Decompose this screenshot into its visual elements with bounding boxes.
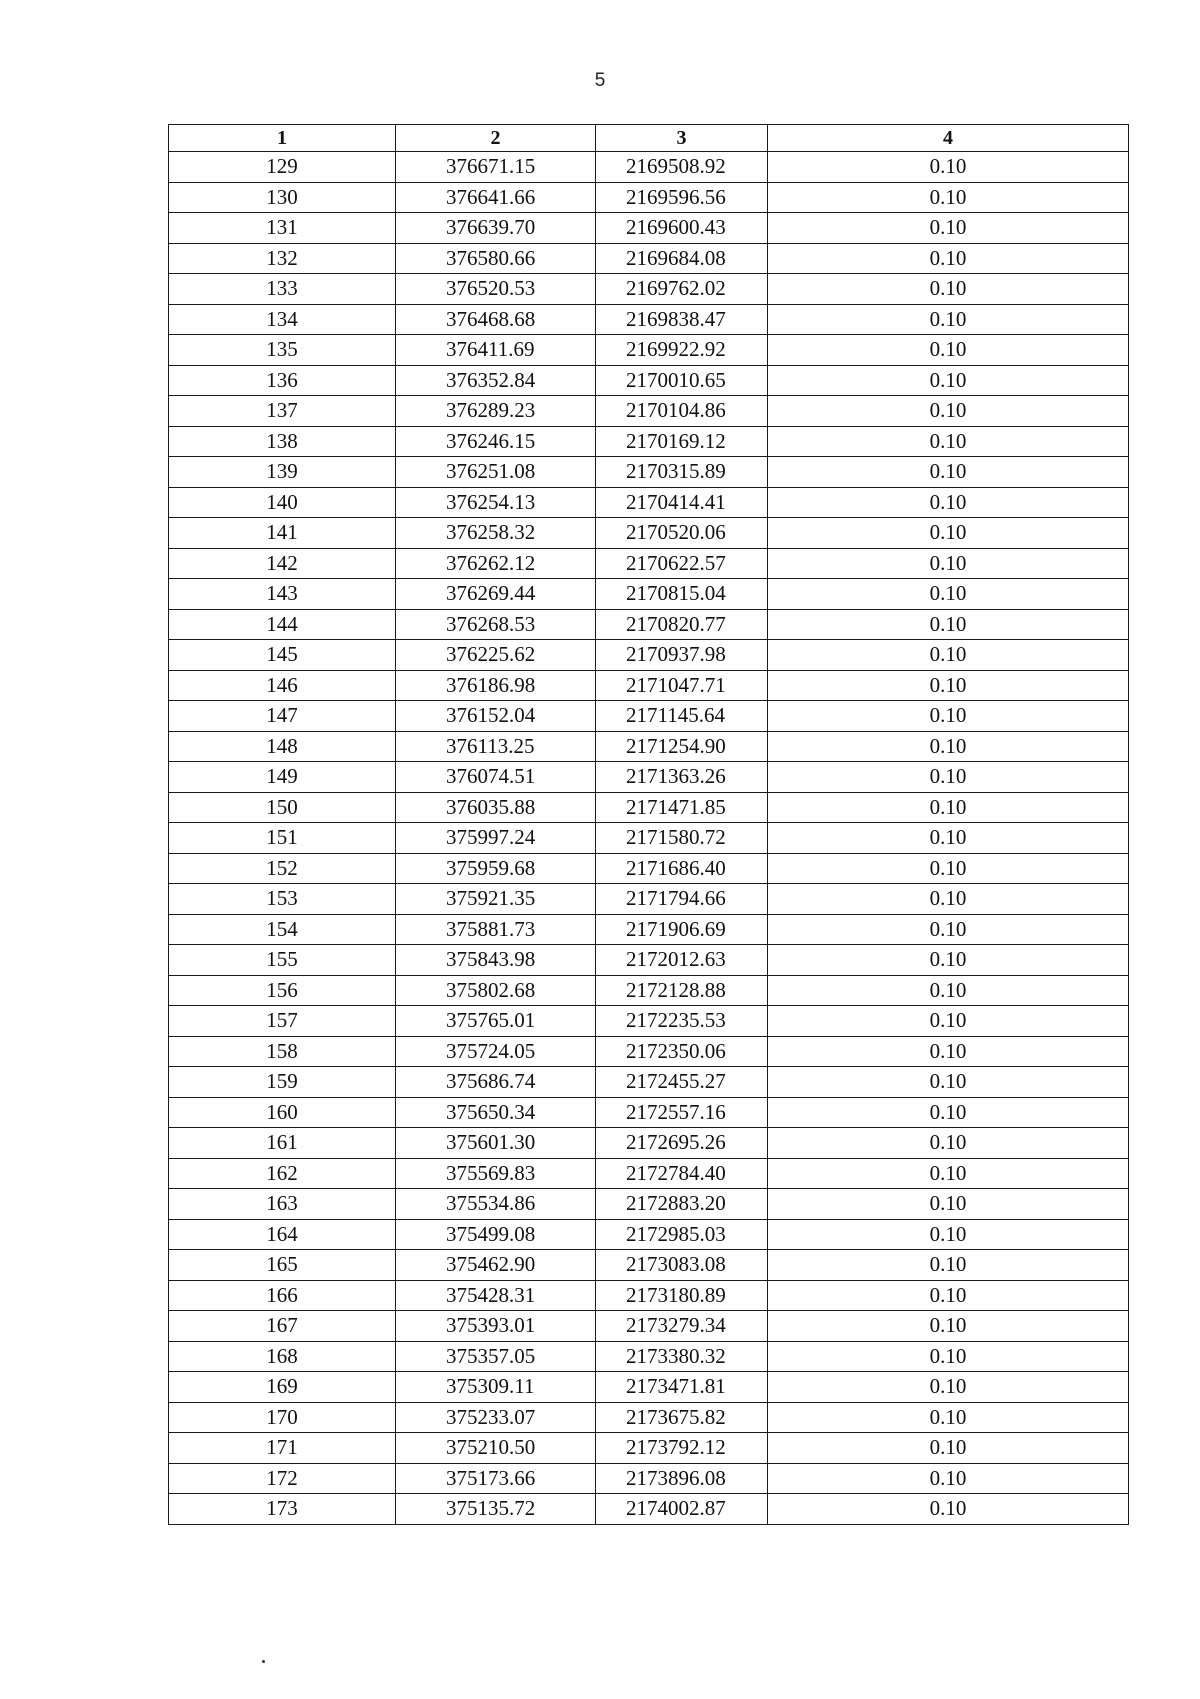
table-body xyxy=(169,152,1129,1525)
y-coordinate-cell: 2170520.06 xyxy=(596,518,768,549)
y-coordinate-cell: 2169838.47 xyxy=(596,304,768,335)
table-row xyxy=(169,487,1129,518)
y-coordinate-cell: 2171471.85 xyxy=(596,792,768,823)
point-number-cell: 170 xyxy=(169,1402,396,1433)
table-row xyxy=(169,243,1129,274)
accuracy-cell: 0.10 xyxy=(768,1250,1129,1281)
x-coordinate-cell: 375601.30 xyxy=(396,1128,596,1159)
point-number-cell: 164 xyxy=(169,1219,396,1250)
accuracy-cell: 0.10 xyxy=(768,548,1129,579)
table-row xyxy=(169,1341,1129,1372)
y-coordinate-cell: 2171686.40 xyxy=(596,853,768,884)
y-coordinate-cell: 2171794.66 xyxy=(596,884,768,915)
table-row xyxy=(169,670,1129,701)
y-coordinate-cell: 2173083.08 xyxy=(596,1250,768,1281)
x-coordinate-cell: 375997.24 xyxy=(396,823,596,854)
accuracy-cell: 0.10 xyxy=(768,975,1129,1006)
y-coordinate-cell: 2170169.12 xyxy=(596,426,768,457)
table-row xyxy=(169,518,1129,549)
point-number-cell: 130 xyxy=(169,182,396,213)
point-number-cell: 142 xyxy=(169,548,396,579)
y-coordinate-cell: 2169596.56 xyxy=(596,182,768,213)
point-number-cell: 132 xyxy=(169,243,396,274)
y-coordinate-cell: 2172695.26 xyxy=(596,1128,768,1159)
accuracy-cell: 0.10 xyxy=(768,213,1129,244)
y-coordinate-cell: 2171580.72 xyxy=(596,823,768,854)
x-coordinate-cell: 375650.34 xyxy=(396,1097,596,1128)
x-coordinate-cell: 376035.88 xyxy=(396,792,596,823)
point-number-cell: 145 xyxy=(169,640,396,671)
x-coordinate-cell: 375724.05 xyxy=(396,1036,596,1067)
x-coordinate-cell: 375881.73 xyxy=(396,914,596,945)
table-row xyxy=(169,1097,1129,1128)
x-coordinate-cell: 375357.05 xyxy=(396,1341,596,1372)
x-coordinate-cell: 376254.13 xyxy=(396,487,596,518)
point-number-cell: 129 xyxy=(169,152,396,183)
accuracy-cell: 0.10 xyxy=(768,1067,1129,1098)
table-row xyxy=(169,274,1129,305)
table-row xyxy=(169,1128,1129,1159)
point-number-cell: 173 xyxy=(169,1494,396,1525)
x-coordinate-cell: 375959.68 xyxy=(396,853,596,884)
table-row xyxy=(169,213,1129,244)
x-coordinate-cell: 375428.31 xyxy=(396,1280,596,1311)
y-coordinate-cell: 2172557.16 xyxy=(596,1097,768,1128)
x-coordinate-cell: 375210.50 xyxy=(396,1433,596,1464)
y-coordinate-cell: 2172455.27 xyxy=(596,1067,768,1098)
y-coordinate-cell: 2171145.64 xyxy=(596,701,768,732)
y-coordinate-cell: 2171254.90 xyxy=(596,731,768,762)
table-row xyxy=(169,365,1129,396)
table-row xyxy=(169,426,1129,457)
accuracy-cell: 0.10 xyxy=(768,853,1129,884)
point-number-cell: 131 xyxy=(169,213,396,244)
y-coordinate-cell: 2172784.40 xyxy=(596,1158,768,1189)
point-number-cell: 166 xyxy=(169,1280,396,1311)
y-coordinate-cell: 2169922.92 xyxy=(596,335,768,366)
point-number-cell: 141 xyxy=(169,518,396,549)
point-number-cell: 147 xyxy=(169,701,396,732)
point-number-cell: 139 xyxy=(169,457,396,488)
y-coordinate-cell: 2170820.77 xyxy=(596,609,768,640)
point-number-cell: 159 xyxy=(169,1067,396,1098)
column-header-2: 2 xyxy=(396,125,596,152)
accuracy-cell: 0.10 xyxy=(768,884,1129,915)
table-row xyxy=(169,1036,1129,1067)
y-coordinate-cell: 2169684.08 xyxy=(596,243,768,274)
table-row xyxy=(169,853,1129,884)
accuracy-cell: 0.10 xyxy=(768,518,1129,549)
x-coordinate-cell: 376262.12 xyxy=(396,548,596,579)
point-number-cell: 138 xyxy=(169,426,396,457)
y-coordinate-cell: 2171047.71 xyxy=(596,670,768,701)
table-row xyxy=(169,823,1129,854)
x-coordinate-cell: 376246.15 xyxy=(396,426,596,457)
accuracy-cell: 0.10 xyxy=(768,1433,1129,1464)
x-coordinate-cell: 376186.98 xyxy=(396,670,596,701)
y-coordinate-cell: 2174002.87 xyxy=(596,1494,768,1525)
accuracy-cell: 0.10 xyxy=(768,1280,1129,1311)
y-coordinate-cell: 2172128.88 xyxy=(596,975,768,1006)
y-coordinate-cell: 2170104.86 xyxy=(596,396,768,427)
x-coordinate-cell: 376152.04 xyxy=(396,701,596,732)
point-number-cell: 153 xyxy=(169,884,396,915)
x-coordinate-cell: 375393.01 xyxy=(396,1311,596,1342)
y-coordinate-cell: 2173792.12 xyxy=(596,1433,768,1464)
accuracy-cell: 0.10 xyxy=(768,182,1129,213)
accuracy-cell: 0.10 xyxy=(768,304,1129,335)
y-coordinate-cell: 2172235.53 xyxy=(596,1006,768,1037)
table-row xyxy=(169,1402,1129,1433)
accuracy-cell: 0.10 xyxy=(768,1372,1129,1403)
x-coordinate-cell: 376468.68 xyxy=(396,304,596,335)
accuracy-cell: 0.10 xyxy=(768,945,1129,976)
header-row xyxy=(169,125,1129,152)
accuracy-cell: 0.10 xyxy=(768,701,1129,732)
point-number-cell: 152 xyxy=(169,853,396,884)
accuracy-cell: 0.10 xyxy=(768,243,1129,274)
page-number: 5 xyxy=(594,70,606,91)
point-number-cell: 163 xyxy=(169,1189,396,1220)
x-coordinate-cell: 376258.32 xyxy=(396,518,596,549)
accuracy-cell: 0.10 xyxy=(768,365,1129,396)
x-coordinate-cell: 375173.66 xyxy=(396,1463,596,1494)
accuracy-cell: 0.10 xyxy=(768,1006,1129,1037)
table-row xyxy=(169,152,1129,183)
y-coordinate-cell: 2169508.92 xyxy=(596,152,768,183)
point-number-cell: 136 xyxy=(169,365,396,396)
table-row xyxy=(169,1433,1129,1464)
table-row xyxy=(169,701,1129,732)
point-number-cell: 165 xyxy=(169,1250,396,1281)
point-number-cell: 143 xyxy=(169,579,396,610)
x-coordinate-cell: 375686.74 xyxy=(396,1067,596,1098)
accuracy-cell: 0.10 xyxy=(768,487,1129,518)
accuracy-cell: 0.10 xyxy=(768,914,1129,945)
x-coordinate-cell: 376225.62 xyxy=(396,640,596,671)
accuracy-cell: 0.10 xyxy=(768,1219,1129,1250)
y-coordinate-cell: 2171906.69 xyxy=(596,914,768,945)
y-coordinate-cell: 2173675.82 xyxy=(596,1402,768,1433)
table-row xyxy=(169,914,1129,945)
table-row xyxy=(169,1067,1129,1098)
point-number-cell: 156 xyxy=(169,975,396,1006)
accuracy-cell: 0.10 xyxy=(768,609,1129,640)
accuracy-cell: 0.10 xyxy=(768,731,1129,762)
point-number-cell: 161 xyxy=(169,1128,396,1159)
y-coordinate-cell: 2169600.43 xyxy=(596,213,768,244)
accuracy-cell: 0.10 xyxy=(768,1189,1129,1220)
x-coordinate-cell: 375765.01 xyxy=(396,1006,596,1037)
table-row xyxy=(169,1311,1129,1342)
table-row xyxy=(169,1189,1129,1220)
table-row xyxy=(169,731,1129,762)
table-row xyxy=(169,1006,1129,1037)
x-coordinate-cell: 375802.68 xyxy=(396,975,596,1006)
table-row xyxy=(169,1250,1129,1281)
y-coordinate-cell: 2169762.02 xyxy=(596,274,768,305)
y-coordinate-cell: 2172883.20 xyxy=(596,1189,768,1220)
table-row xyxy=(169,762,1129,793)
column-header-4: 4 xyxy=(768,125,1129,152)
accuracy-cell: 0.10 xyxy=(768,1341,1129,1372)
y-coordinate-cell: 2170010.65 xyxy=(596,365,768,396)
y-coordinate-cell: 2170414.41 xyxy=(596,487,768,518)
table-row xyxy=(169,945,1129,976)
table-row xyxy=(169,1280,1129,1311)
x-coordinate-cell: 376671.15 xyxy=(396,152,596,183)
y-coordinate-cell: 2173380.32 xyxy=(596,1341,768,1372)
x-coordinate-cell: 376411.69 xyxy=(396,335,596,366)
table-row xyxy=(169,609,1129,640)
y-coordinate-cell: 2171363.26 xyxy=(596,762,768,793)
x-coordinate-cell: 375534.86 xyxy=(396,1189,596,1220)
accuracy-cell: 0.10 xyxy=(768,335,1129,366)
accuracy-cell: 0.10 xyxy=(768,1036,1129,1067)
accuracy-cell: 0.10 xyxy=(768,1463,1129,1494)
point-number-cell: 167 xyxy=(169,1311,396,1342)
table-row xyxy=(169,548,1129,579)
accuracy-cell: 0.10 xyxy=(768,640,1129,671)
table-row xyxy=(169,457,1129,488)
table-row xyxy=(169,182,1129,213)
x-coordinate-cell: 376520.53 xyxy=(396,274,596,305)
point-number-cell: 160 xyxy=(169,1097,396,1128)
accuracy-cell: 0.10 xyxy=(768,792,1129,823)
x-coordinate-cell: 376113.25 xyxy=(396,731,596,762)
accuracy-cell: 0.10 xyxy=(768,1311,1129,1342)
point-number-cell: 155 xyxy=(169,945,396,976)
accuracy-cell: 0.10 xyxy=(768,762,1129,793)
accuracy-cell: 0.10 xyxy=(768,457,1129,488)
x-coordinate-cell: 376269.44 xyxy=(396,579,596,610)
table-row xyxy=(169,335,1129,366)
point-number-cell: 133 xyxy=(169,274,396,305)
point-number-cell: 169 xyxy=(169,1372,396,1403)
point-number-cell: 144 xyxy=(169,609,396,640)
accuracy-cell: 0.10 xyxy=(768,1097,1129,1128)
y-coordinate-cell: 2170315.89 xyxy=(596,457,768,488)
accuracy-cell: 0.10 xyxy=(768,670,1129,701)
coordinates-table-container xyxy=(168,124,1128,1525)
x-coordinate-cell: 375843.98 xyxy=(396,945,596,976)
table-row xyxy=(169,884,1129,915)
point-number-cell: 172 xyxy=(169,1463,396,1494)
point-number-cell: 137 xyxy=(169,396,396,427)
y-coordinate-cell: 2172985.03 xyxy=(596,1219,768,1250)
x-coordinate-cell: 375462.90 xyxy=(396,1250,596,1281)
y-coordinate-cell: 2173279.34 xyxy=(596,1311,768,1342)
accuracy-cell: 0.10 xyxy=(768,1494,1129,1525)
y-coordinate-cell: 2172350.06 xyxy=(596,1036,768,1067)
x-coordinate-cell: 376074.51 xyxy=(396,762,596,793)
column-header-1: 1 xyxy=(169,125,396,152)
table-row xyxy=(169,579,1129,610)
accuracy-cell: 0.10 xyxy=(768,152,1129,183)
table-row xyxy=(169,975,1129,1006)
x-coordinate-cell: 375921.35 xyxy=(396,884,596,915)
table-row xyxy=(169,396,1129,427)
column-header-3: 3 xyxy=(596,125,768,152)
coordinates-table xyxy=(168,124,1129,1525)
point-number-cell: 168 xyxy=(169,1341,396,1372)
point-number-cell: 158 xyxy=(169,1036,396,1067)
point-number-cell: 135 xyxy=(169,335,396,366)
point-number-cell: 162 xyxy=(169,1158,396,1189)
x-coordinate-cell: 376268.53 xyxy=(396,609,596,640)
y-coordinate-cell: 2170815.04 xyxy=(596,579,768,610)
table-row xyxy=(169,1463,1129,1494)
y-coordinate-cell: 2170622.57 xyxy=(596,548,768,579)
x-coordinate-cell: 375499.08 xyxy=(396,1219,596,1250)
accuracy-cell: 0.10 xyxy=(768,274,1129,305)
x-coordinate-cell: 375309.11 xyxy=(396,1372,596,1403)
table-row xyxy=(169,1219,1129,1250)
table-row xyxy=(169,1372,1129,1403)
accuracy-cell: 0.10 xyxy=(768,1158,1129,1189)
point-number-cell: 154 xyxy=(169,914,396,945)
y-coordinate-cell: 2173180.89 xyxy=(596,1280,768,1311)
y-coordinate-cell: 2170937.98 xyxy=(596,640,768,671)
x-coordinate-cell: 376639.70 xyxy=(396,213,596,244)
x-coordinate-cell: 376641.66 xyxy=(396,182,596,213)
point-number-cell: 140 xyxy=(169,487,396,518)
accuracy-cell: 0.10 xyxy=(768,426,1129,457)
point-number-cell: 146 xyxy=(169,670,396,701)
accuracy-cell: 0.10 xyxy=(768,1128,1129,1159)
x-coordinate-cell: 376580.66 xyxy=(396,243,596,274)
x-coordinate-cell: 375569.83 xyxy=(396,1158,596,1189)
accuracy-cell: 0.10 xyxy=(768,579,1129,610)
accuracy-cell: 0.10 xyxy=(768,823,1129,854)
table-header xyxy=(169,125,1129,152)
table-row xyxy=(169,792,1129,823)
point-number-cell: 171 xyxy=(169,1433,396,1464)
y-coordinate-cell: 2172012.63 xyxy=(596,945,768,976)
accuracy-cell: 0.10 xyxy=(768,396,1129,427)
point-number-cell: 150 xyxy=(169,792,396,823)
point-number-cell: 157 xyxy=(169,1006,396,1037)
y-coordinate-cell: 2173896.08 xyxy=(596,1463,768,1494)
point-number-cell: 151 xyxy=(169,823,396,854)
point-number-cell: 149 xyxy=(169,762,396,793)
x-coordinate-cell: 375135.72 xyxy=(396,1494,596,1525)
table-row xyxy=(169,1494,1129,1525)
table-row xyxy=(169,304,1129,335)
x-coordinate-cell: 376352.84 xyxy=(396,365,596,396)
x-coordinate-cell: 376289.23 xyxy=(396,396,596,427)
accuracy-cell: 0.10 xyxy=(768,1402,1129,1433)
scan-speck xyxy=(262,1660,265,1663)
y-coordinate-cell: 2173471.81 xyxy=(596,1372,768,1403)
table-row xyxy=(169,640,1129,671)
x-coordinate-cell: 375233.07 xyxy=(396,1402,596,1433)
table-row xyxy=(169,1158,1129,1189)
point-number-cell: 134 xyxy=(169,304,396,335)
x-coordinate-cell: 376251.08 xyxy=(396,457,596,488)
point-number-cell: 148 xyxy=(169,731,396,762)
